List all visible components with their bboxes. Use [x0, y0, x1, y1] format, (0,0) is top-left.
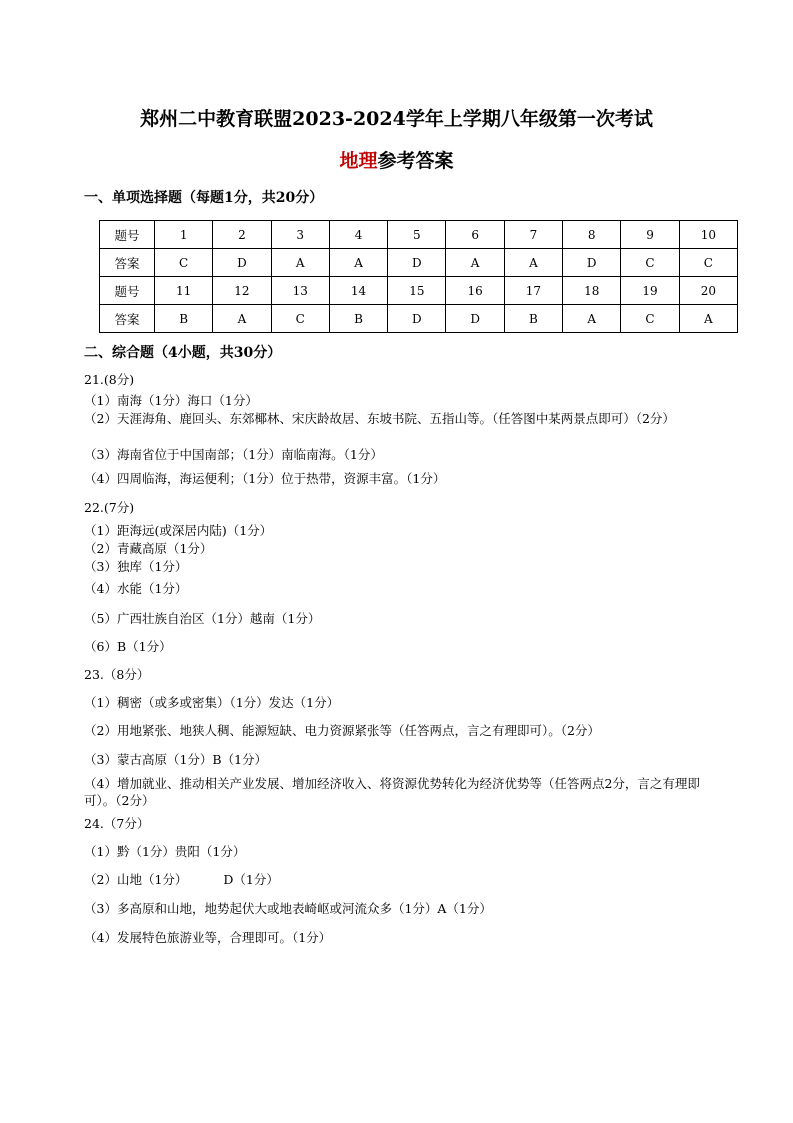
answer-line: （4）水能（1分） — [84, 581, 188, 596]
answer-line: （1）南海（1分）海口（1分） — [84, 393, 258, 408]
row-label: 答案 — [100, 249, 155, 277]
table-row — [100, 249, 738, 277]
table-cell: 4 — [329, 221, 387, 249]
table-cell: 20 — [679, 277, 737, 305]
table-cell: C — [679, 249, 737, 277]
table-cell: D — [388, 305, 446, 333]
question-heading-22: 22.(7分) — [84, 500, 135, 515]
table-cell: C — [155, 249, 213, 277]
section-heading-comprehensive: 二、综合题（4小题，共30分） — [84, 345, 282, 361]
table-cell: D — [388, 249, 446, 277]
table-cell: 1 — [155, 221, 213, 249]
table-cell: A — [213, 305, 271, 333]
answer-line: （1）黔（1分）贵阳（1分） — [84, 844, 246, 859]
table-cell: D — [563, 249, 621, 277]
subtitle-rest: 参考答案 — [377, 150, 454, 172]
answer-part: D（1分） — [223, 872, 279, 887]
table-cell: A — [446, 249, 504, 277]
row-label: 题号 — [100, 221, 155, 249]
table-cell: 8 — [563, 221, 621, 249]
answer-part: （2）山地（1分） — [84, 872, 188, 887]
answer-line: （1）稠密（或多或密集）（1分）发达（1分） — [84, 695, 340, 710]
table-row — [100, 305, 738, 333]
table-cell: B — [329, 305, 387, 333]
table-cell: C — [271, 305, 329, 333]
answer-line: （2）天涯海角、鹿回头、东郊椰林、宋庆龄故居、东坡书院、五指山等。（任答图中某两景点即可）（2分） — [84, 411, 675, 426]
page-subtitle — [0, 146, 793, 173]
table-cell: A — [329, 249, 387, 277]
answer-line: （4）四周临海，海运便利；（1分）位于热带，资源丰富。（1分） — [84, 471, 446, 486]
answer-line — [84, 871, 714, 888]
table-cell: 11 — [155, 277, 213, 305]
answer-line: （5）广西壮族自治区（1分）越南（1分） — [84, 611, 321, 626]
answer-table — [99, 220, 738, 333]
table-cell: A — [504, 249, 562, 277]
table-cell: C — [621, 249, 679, 277]
table-cell: C — [621, 305, 679, 333]
table-cell: 14 — [329, 277, 387, 305]
table-cell: 13 — [271, 277, 329, 305]
answer-line: （2）用地紧张、地狭人稠、能源短缺、电力资源紧张等（任答两点，言之有理即可）。（2分） — [84, 723, 600, 738]
table-cell: 9 — [621, 221, 679, 249]
page-title: 郑州二中教育联盟2023-2024学年上学期八年级第一次考试 — [140, 108, 653, 130]
table-row — [100, 221, 738, 249]
table-cell: A — [271, 249, 329, 277]
table-cell: A — [563, 305, 621, 333]
table-cell: B — [155, 305, 213, 333]
answer-line: （3）独库（1分） — [84, 559, 188, 574]
answer-line: （6）B（1分） — [84, 639, 172, 654]
table-cell: 10 — [679, 221, 737, 249]
answer-line: （4）增加就业、推动相关产业发展、增加经济收入、将资源优势转化为经济优势等（任答两点2分，言之有理即可）。（2分） — [84, 776, 700, 808]
table-cell: 7 — [504, 221, 562, 249]
table-cell: 17 — [504, 277, 562, 305]
table-cell: D — [446, 305, 504, 333]
table-cell: 2 — [213, 221, 271, 249]
table-cell: 12 — [213, 277, 271, 305]
table-cell: B — [504, 305, 562, 333]
table-cell: 19 — [621, 277, 679, 305]
answer-line: （3）多高原和山地，地势起伏大或地表崎岖或河流众多（1分）A（1分） — [84, 901, 492, 916]
answer-line: （1）距海远(或深居内陆)（1分） — [84, 523, 273, 538]
row-label: 答案 — [100, 305, 155, 333]
table-row — [100, 277, 738, 305]
answer-line: （4）发展特色旅游业等，合理即可。（1分） — [84, 930, 332, 945]
subject-label: 地理 — [339, 150, 378, 172]
table-cell: 3 — [271, 221, 329, 249]
table-cell: 16 — [446, 277, 504, 305]
table-cell: A — [679, 305, 737, 333]
table-cell: 15 — [388, 277, 446, 305]
question-heading-24: 24.（7分） — [84, 816, 150, 831]
section-heading-choice: 一、单项选择题（每题1分，共20分） — [84, 190, 324, 206]
table-cell: 18 — [563, 277, 621, 305]
question-heading-21: 21.(8分) — [84, 372, 135, 387]
answer-line: （3）海南省位于中国南部；（1分）南临南海。（1分） — [84, 447, 383, 462]
table-cell: 6 — [446, 221, 504, 249]
table-cell: 5 — [388, 221, 446, 249]
row-label: 题号 — [100, 277, 155, 305]
answer-line: （3）蒙古高原（1分）B（1分） — [84, 752, 268, 767]
answer-line: （2）青藏高原（1分） — [84, 541, 213, 556]
table-cell: D — [213, 249, 271, 277]
question-heading-23: 23.（8分） — [84, 667, 150, 682]
